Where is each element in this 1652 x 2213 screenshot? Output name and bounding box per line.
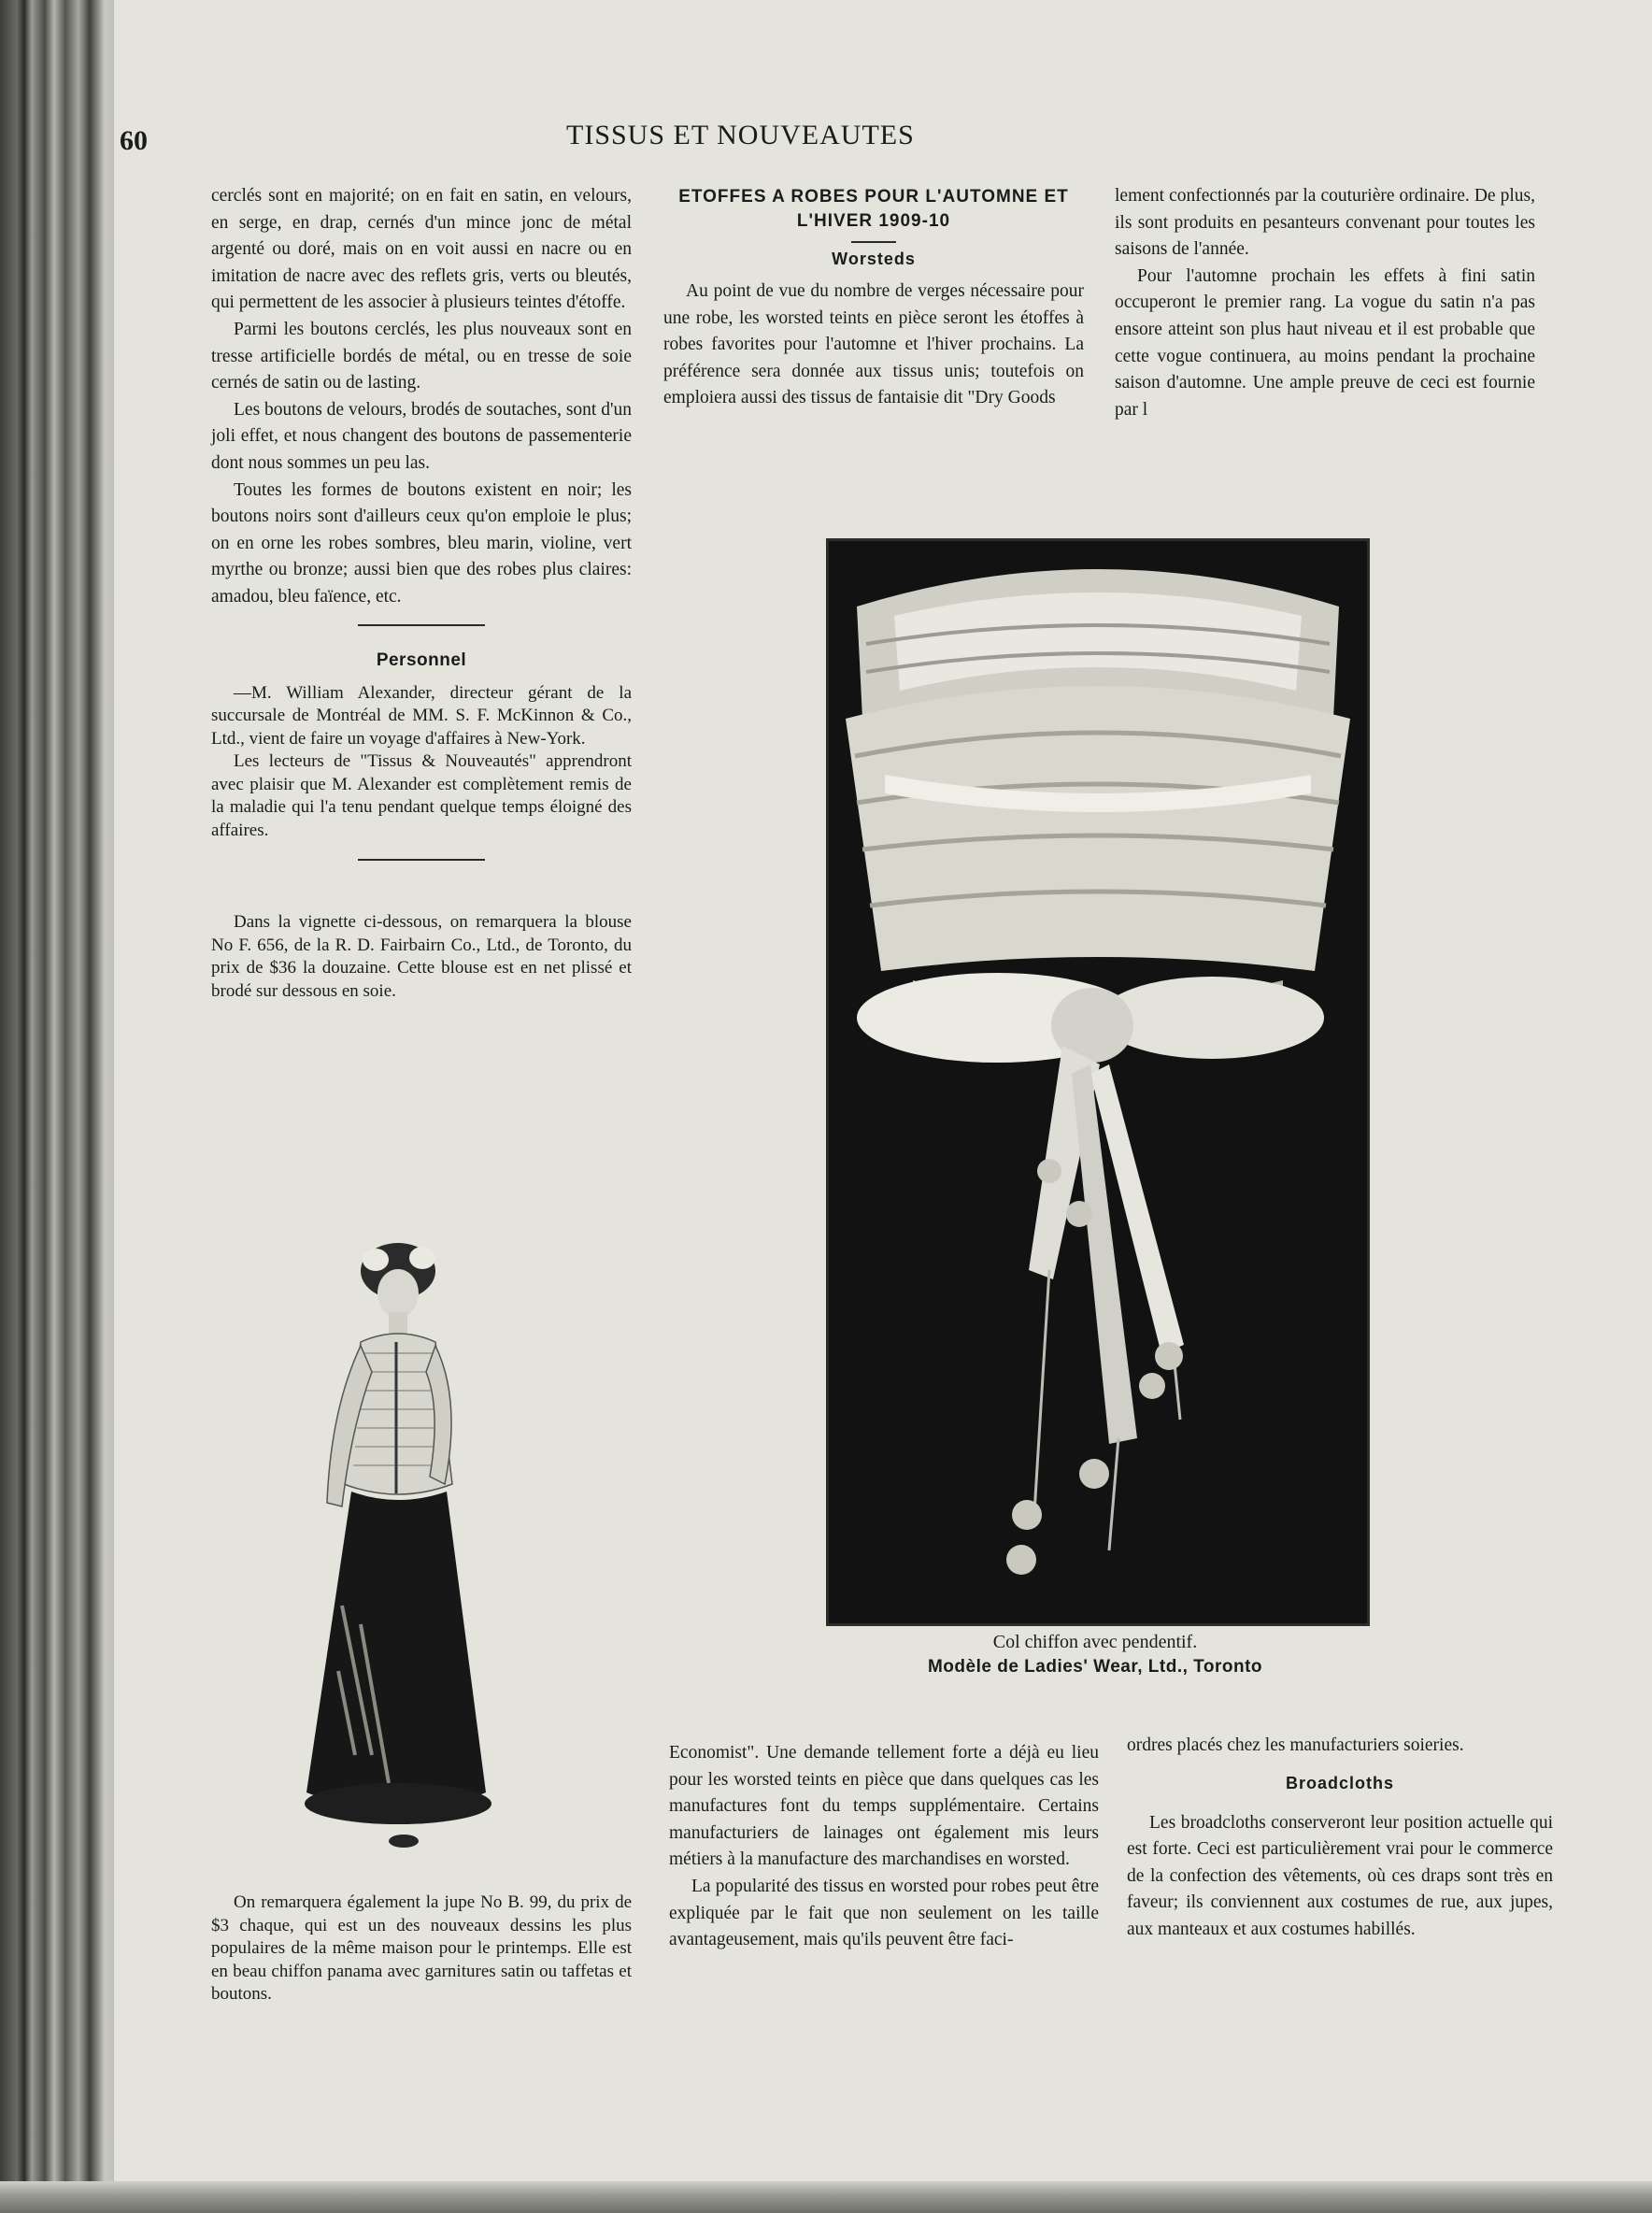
paragraph: —M. William Alexander, directeur gérant de la succursale de Montréal de MM. S. F. McKinnon & Co., Ltd., vient de faire un voyage d'affaires à New-York. — [211, 682, 632, 749]
paragraph: ordres placés chez les manufacturiers soieries. — [1127, 1735, 1464, 1755]
paragraph: Toutes les formes de boutons existent en noir; les boutons noirs sont d'ailleurs ceux qu'on emploie le plus; on en orne les robes sombres, bleu marin, violine, vert myrthe ou bronze; aussi bien que des robes plus claires: amadou, bleu faïence, etc. — [211, 479, 632, 607]
paragraph: Les lecteurs de "Tissus & Nouveautés" apprendront avec plaisir que M. Alexander est complètement remis de la maladie qui l'a tenu pendant quelque temps éloigné des affaires. — [211, 751, 632, 840]
paragraph: Parmi les boutons cerclés, les plus nouveaux sont en tresse artificielle bordés de métal, ou en tresse de soie cernés de satin ou de lasting. — [211, 319, 632, 393]
scan-book-edge — [0, 0, 117, 2213]
paragraph: Pour l'automne prochain les effets à fini satin occuperont le premier rang. La vogue du satin n'a pas ensore atteint son plus haut niveau et il est probable que cette vogue continuera, au moins pendant la prochaine saison d'automne. Une ample preuve de ceci est fournie par l — [1115, 265, 1535, 420]
column-left-lower — [211, 1892, 632, 2006]
column-right-bottom — [1127, 1733, 1553, 1944]
chiffon-collar-photo — [829, 541, 1367, 1623]
caption-line-2: Modèle de Ladies' Wear, Ltd., Toronto — [927, 1657, 1262, 1677]
scan-bottom-edge — [0, 2181, 1652, 2213]
paragraph: On remarquera également la jupe No B. 99, du prix de $3 chaque, qui est un des nouveaux dessins les plus populaires de la même maison pour le printemps. Elle est en beau chiffon panama avec garnitures satin ou taffetas et boutons. — [211, 1892, 632, 2004]
paragraph: La popularité des tissus en worsted pour robes peut être expliquée par le fait que non seulement on les taille avantageusement, mais qu'ils peuvent être faci- — [669, 1876, 1099, 1950]
column-left — [211, 183, 632, 1003]
paragraph: cerclés sont en majorité; on en fait en satin, en velours, en serge, en drap, cernés d'un mince jonc de métal argenté ou doré, mais on en voit aussi en nacre ou en imitation de nacre avec des reflets gris, verts ou bleutés, qui permettent de les associer à plusieurs teintes d'étoffe. — [211, 186, 632, 313]
photo-caption — [804, 1630, 1387, 1680]
paragraph: lement confectionnés par la couturière ordinaire. De plus, ils sont produits en pesanteurs convenant pour toutes les saisons de l'année. — [1115, 186, 1535, 260]
paragraph: Dans la vignette ci-dessous, on remarquera la blouse No F. 656, de la R. D. Fairbairn Co., Ltd., de Toronto, du prix de $36 la douzaine. Cette blouse est en net plissé et brodé sur dessous en soie. — [211, 912, 632, 1001]
running-title: TISSUS ET NOUVEAUTES — [566, 120, 915, 150]
paragraph: Les broadcloths conserveront leur position actuelle qui est forte. Ceci est particulièrement vrai pour le commerce de la confection des vêtements, où ces draps sont très en faveur; ils conviennent aux costumes de rue, aux jupes, aux manteaux et aux costumes habillés. — [1127, 1812, 1553, 1939]
paragraph: Economist". Une demande tellement forte a déjà eu lieu pour les worsted teints en pièce que dans quelques cas les manufactures font du temps supplémentaire. Certains manufacturiers de lainages ont également mis leurs métiers à la manufacture des marchandises en worsted. — [669, 1743, 1099, 1870]
photo-frame — [826, 538, 1370, 1626]
blouse-skirt-illustration — [286, 1232, 510, 1858]
divider — [358, 859, 485, 861]
column-right-top — [1115, 183, 1535, 423]
subheading-broadcloths: Broadcloths — [1285, 1773, 1394, 1792]
subheading-worsteds: Worsteds — [832, 250, 916, 268]
column-middle-top — [663, 185, 1084, 412]
divider — [851, 241, 896, 243]
divider — [358, 624, 485, 626]
column-middle-bottom — [669, 1740, 1099, 1954]
paragraph: Au point de vue du nombre de verges nécessaire pour une robe, les worsted teints en pièce seront les étoffes à robes favorites pour l'automne et l'hiver prochains. La préférence sera donnée aux tissus unis; toutefois on emploiera aussi des tissus de fantaisie dit "Dry Goods — [663, 281, 1084, 408]
page-number: 60 — [120, 125, 148, 156]
paragraph: Les boutons de velours, brodés de soutaches, sont d'un joli effet, et nous changent des boutons de passementerie dont nous sommes un peu las. — [211, 399, 632, 473]
caption-line-1: Col chiffon avec pendentif. — [992, 1632, 1198, 1652]
article-heading: ETOFFES A ROBES POUR L'AUTOMNE ET L'HIVER 1909-10 — [678, 187, 1069, 231]
section-heading-personnel: Personnel — [376, 650, 467, 670]
